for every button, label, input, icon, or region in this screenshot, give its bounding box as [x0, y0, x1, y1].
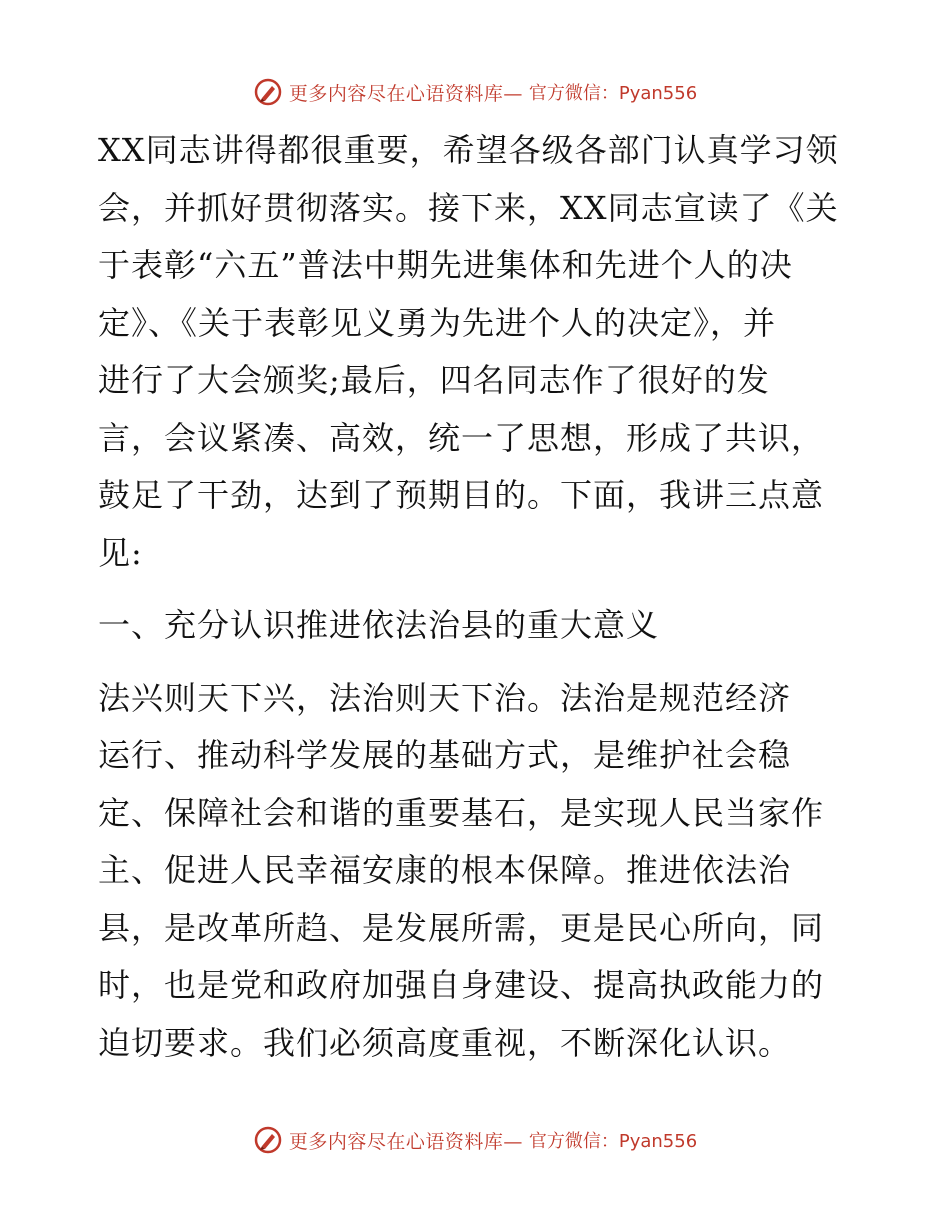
footer-banner [0, 1120, 950, 1160]
paragraph-2 [98, 670, 858, 1073]
pen-logo-icon [253, 77, 283, 107]
text-line: 运行、推动科学发展的基础方式，是维护社会稳 [98, 736, 792, 774]
text-line: 时，也是党和政府加强自身建设、提高执政能力的 [98, 966, 825, 1004]
document-body [98, 122, 858, 1072]
text-line: 县，是改革所趋、是发展所需，更是民心所向，同 [98, 908, 825, 947]
text-line: 见: [98, 533, 143, 572]
section-heading: 一、充分认识推进依法治县的重大意义 [98, 606, 660, 644]
header-banner [0, 72, 950, 112]
text-line: 定》、《关于表彰见义勇为先进个人的决定》，并 [98, 303, 777, 342]
text-line: 会，并抓好贯彻落实。接下来，XX同志宣读了《关 [98, 188, 839, 227]
text-line: XX同志讲得都很重要，希望各级各部门认真学习领 [98, 131, 839, 169]
text-line: 进行了大会颁奖;最后，四名同志作了很好的发 [98, 361, 770, 399]
banner-wechat: 官方微信：Pyan556 [528, 83, 698, 104]
banner-text: 更多内容尽在心语资料库— [288, 82, 523, 105]
text-line: 主、促进人民幸福安康的根本保障。推进依法治 [98, 851, 792, 889]
banner-wechat: 官方微信：Pyan556 [528, 1131, 698, 1152]
text-line: 迫切要求。我们必须高度重视，不断深化认识。 [98, 1023, 792, 1062]
banner-text: 更多内容尽在心语资料库— [288, 1130, 523, 1153]
text-line: 言，会议紧凑、高效，统一了思想，形成了共识， [98, 418, 825, 457]
text-line: 于表彰“六五”普法中期先进集体和先进个人的决 [98, 246, 793, 284]
text-line: 法兴则天下兴，法治则天下治。法治是规范经济 [98, 678, 792, 717]
text-line: 定、保障社会和谐的重要基石，是实现人民当家作 [98, 793, 825, 832]
pen-logo-icon [253, 1125, 283, 1155]
text-line: 鼓足了干劲，达到了预期目的。下面，我讲三点意 [98, 476, 825, 514]
paragraph-1 [98, 122, 858, 582]
